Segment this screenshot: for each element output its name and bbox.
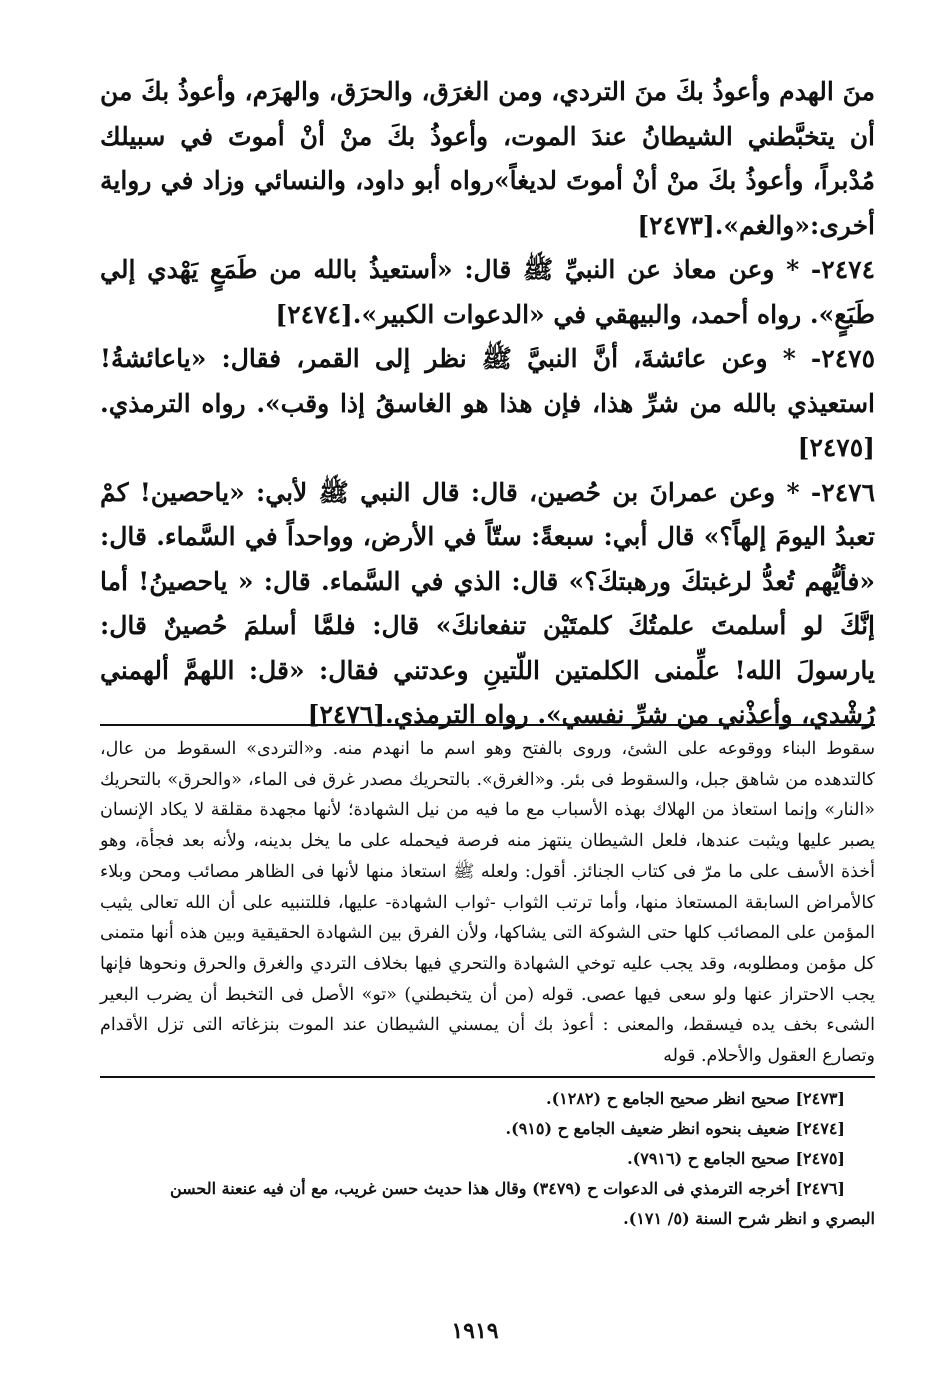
hadith-2474-paragraph: ٢٤٧٤- * وعن معاذ عن النبيِّ ﷺ قال: «أستعيذُ بالله من طَمَعٍ يَهْدي إلي طَبَعٍ». رواه أحمد، والبيهقي في «الدعوات الكبير».[٢٤٧٤] — [100, 255, 875, 329]
reference-2476-continuation: البصري و انظر شرح السنة (٥/ ١٧١). — [623, 1208, 875, 1228]
hadith-2476-paragraph: ٢٤٧٦- * وعن عمرانَ بن حُصين، قال: قال النبي ﷺ لأبي: «ياحصين! كمْ تعبدُ اليومَ إلهاً؟» قال أبي: سبعةً: ستّاً في الأرض، وواحداً في السَّماء. قال: «فأيُّهم تُعدُّ لرغبتكَ ورهبتكَ؟» قال: الذي في السَّماء. قال: « ياحصينُ! أما إنَّكَ لو أسلمتَ علمتُكَ كلمتَيْن تنفعانكَ» قال: فلمَّا أسلمَ حُصينٌ قال: يارسولَ الله! علِّمنى الكلمتين اللّتينِ وعدتني فقال: «قل: اللهمَّ ألهمني رُشْدي، وأعذْني من شرِّ نفسي». رواه الترمذي.[٢٤٧٦] — [100, 477, 875, 729]
reference-2473: [٢٤٧٣] صحيح انظر صحيح الجامع ح (١٢٨٢). — [546, 1088, 845, 1108]
hadith-2475-paragraph: ٢٤٧٥- * وعن عائشةَ، أنَّ النبيَّ ﷺ نظر إلى القمر، فقال: «ياعائشةُ! استعيذي بالله من شرِّ هذا، فإن هذا هو الغاسقُ إذا وقب». رواه الترمذي.[٢٤٧٥] — [100, 344, 875, 462]
reference-2476: [٢٤٧٦] أخرجه الترمذي فى الدعوات ح (٣٤٧٩) وقال هذا حديث حسن غريب، مع أن فيه عنعنة الحسن — [169, 1178, 845, 1198]
commentary-paragraph: سقوط البناء ووقوعه على الشئ، وروى بالفتح وهو اسم ما انهدم منه. و«التردى» السقوط من عال، كالتدهده من شاهق جبل، والسقوط فى بئر. و«الغرق». بالتحريك مصدر غرق فى الماء، «والحرق» بالتحريك «النار» وإنما استعاذ من الهلاك بهذه الأسباب مع ما فيه من نيل الشهادة؛ لأنها مجهدة مقلقة لا يكاد الإنسان يصبر عليها ويثبت عندها، فلعل الشيطان ينتهز منه فرصة فيحمله على ما يخل بدينه، ولأنه بعد فجأة، وهو أخذة الأسف على ما مرّ فى كتاب الجنائز. أقول: ولعله ﷺ استعاذ منها لأنها فى الظاهر مصائب ومحن وبلاء كالأمراض السابقة المستعاذ منها، وأما ترتب الثواب -ثواب الشهادة- عليها، فللتنبيه على أن الله تعالى يثيب المؤمن على المصائب كلها حتى الشوكة التى يشاكها، ولأن الفرق بين الشهادة الحقيقية وبين هذه أنها متمنى كل مؤمن ومطلوبه، وقد يجب عليه توخي الشهادة والتحري فيها بخلاف التردي والغرق والحرق ونحوها فإنها يجب الاحتراز عنها ولو سعى فيها عصى. قوله (من أن يتخبطني) «تو» الأصل فى التخبط أن يضرب البعير الشىء بخف يده فيسقط، والمعنى : أعوذ بك أن يمسني الشيطان عند الموت بنزغاته التى تزل الأقدام وتصارع العقول والأحلام. قوله — [100, 739, 875, 1067]
reference-2475: [٢٤٧٥] صحيح الجامع ح (٧٩١٦). — [627, 1148, 845, 1168]
hadith-2473-paragraph: منَ الهدم وأعوذُ بكَ منَ التردي، ومن الغرَق، والحرَق، والهرَم، وأعوذُ بكَ من أن يتخبَّطني الشيطانُ عندَ الموت، وأعوذُ بكَ منْ أنْ أموتَ في سبيلك مُدْبراً، وأعوذُ بكَ منْ أنْ أموتَ لديغاً»رواه أبو داود، والنسائي وزاد في رواية أخرى:«والغم».[٢٤٧٣] — [100, 77, 875, 240]
page-number: ١٩١٩ — [451, 1318, 499, 1344]
reference-2474: [٢٤٧٤] ضعيف بنحوه انظر ضعيف الجامع ح (٩١٥). — [505, 1118, 845, 1138]
references-divider — [100, 1076, 875, 1078]
commentary-section — [100, 734, 875, 1072]
main-text — [100, 70, 875, 729]
references-section — [100, 1084, 875, 1234]
